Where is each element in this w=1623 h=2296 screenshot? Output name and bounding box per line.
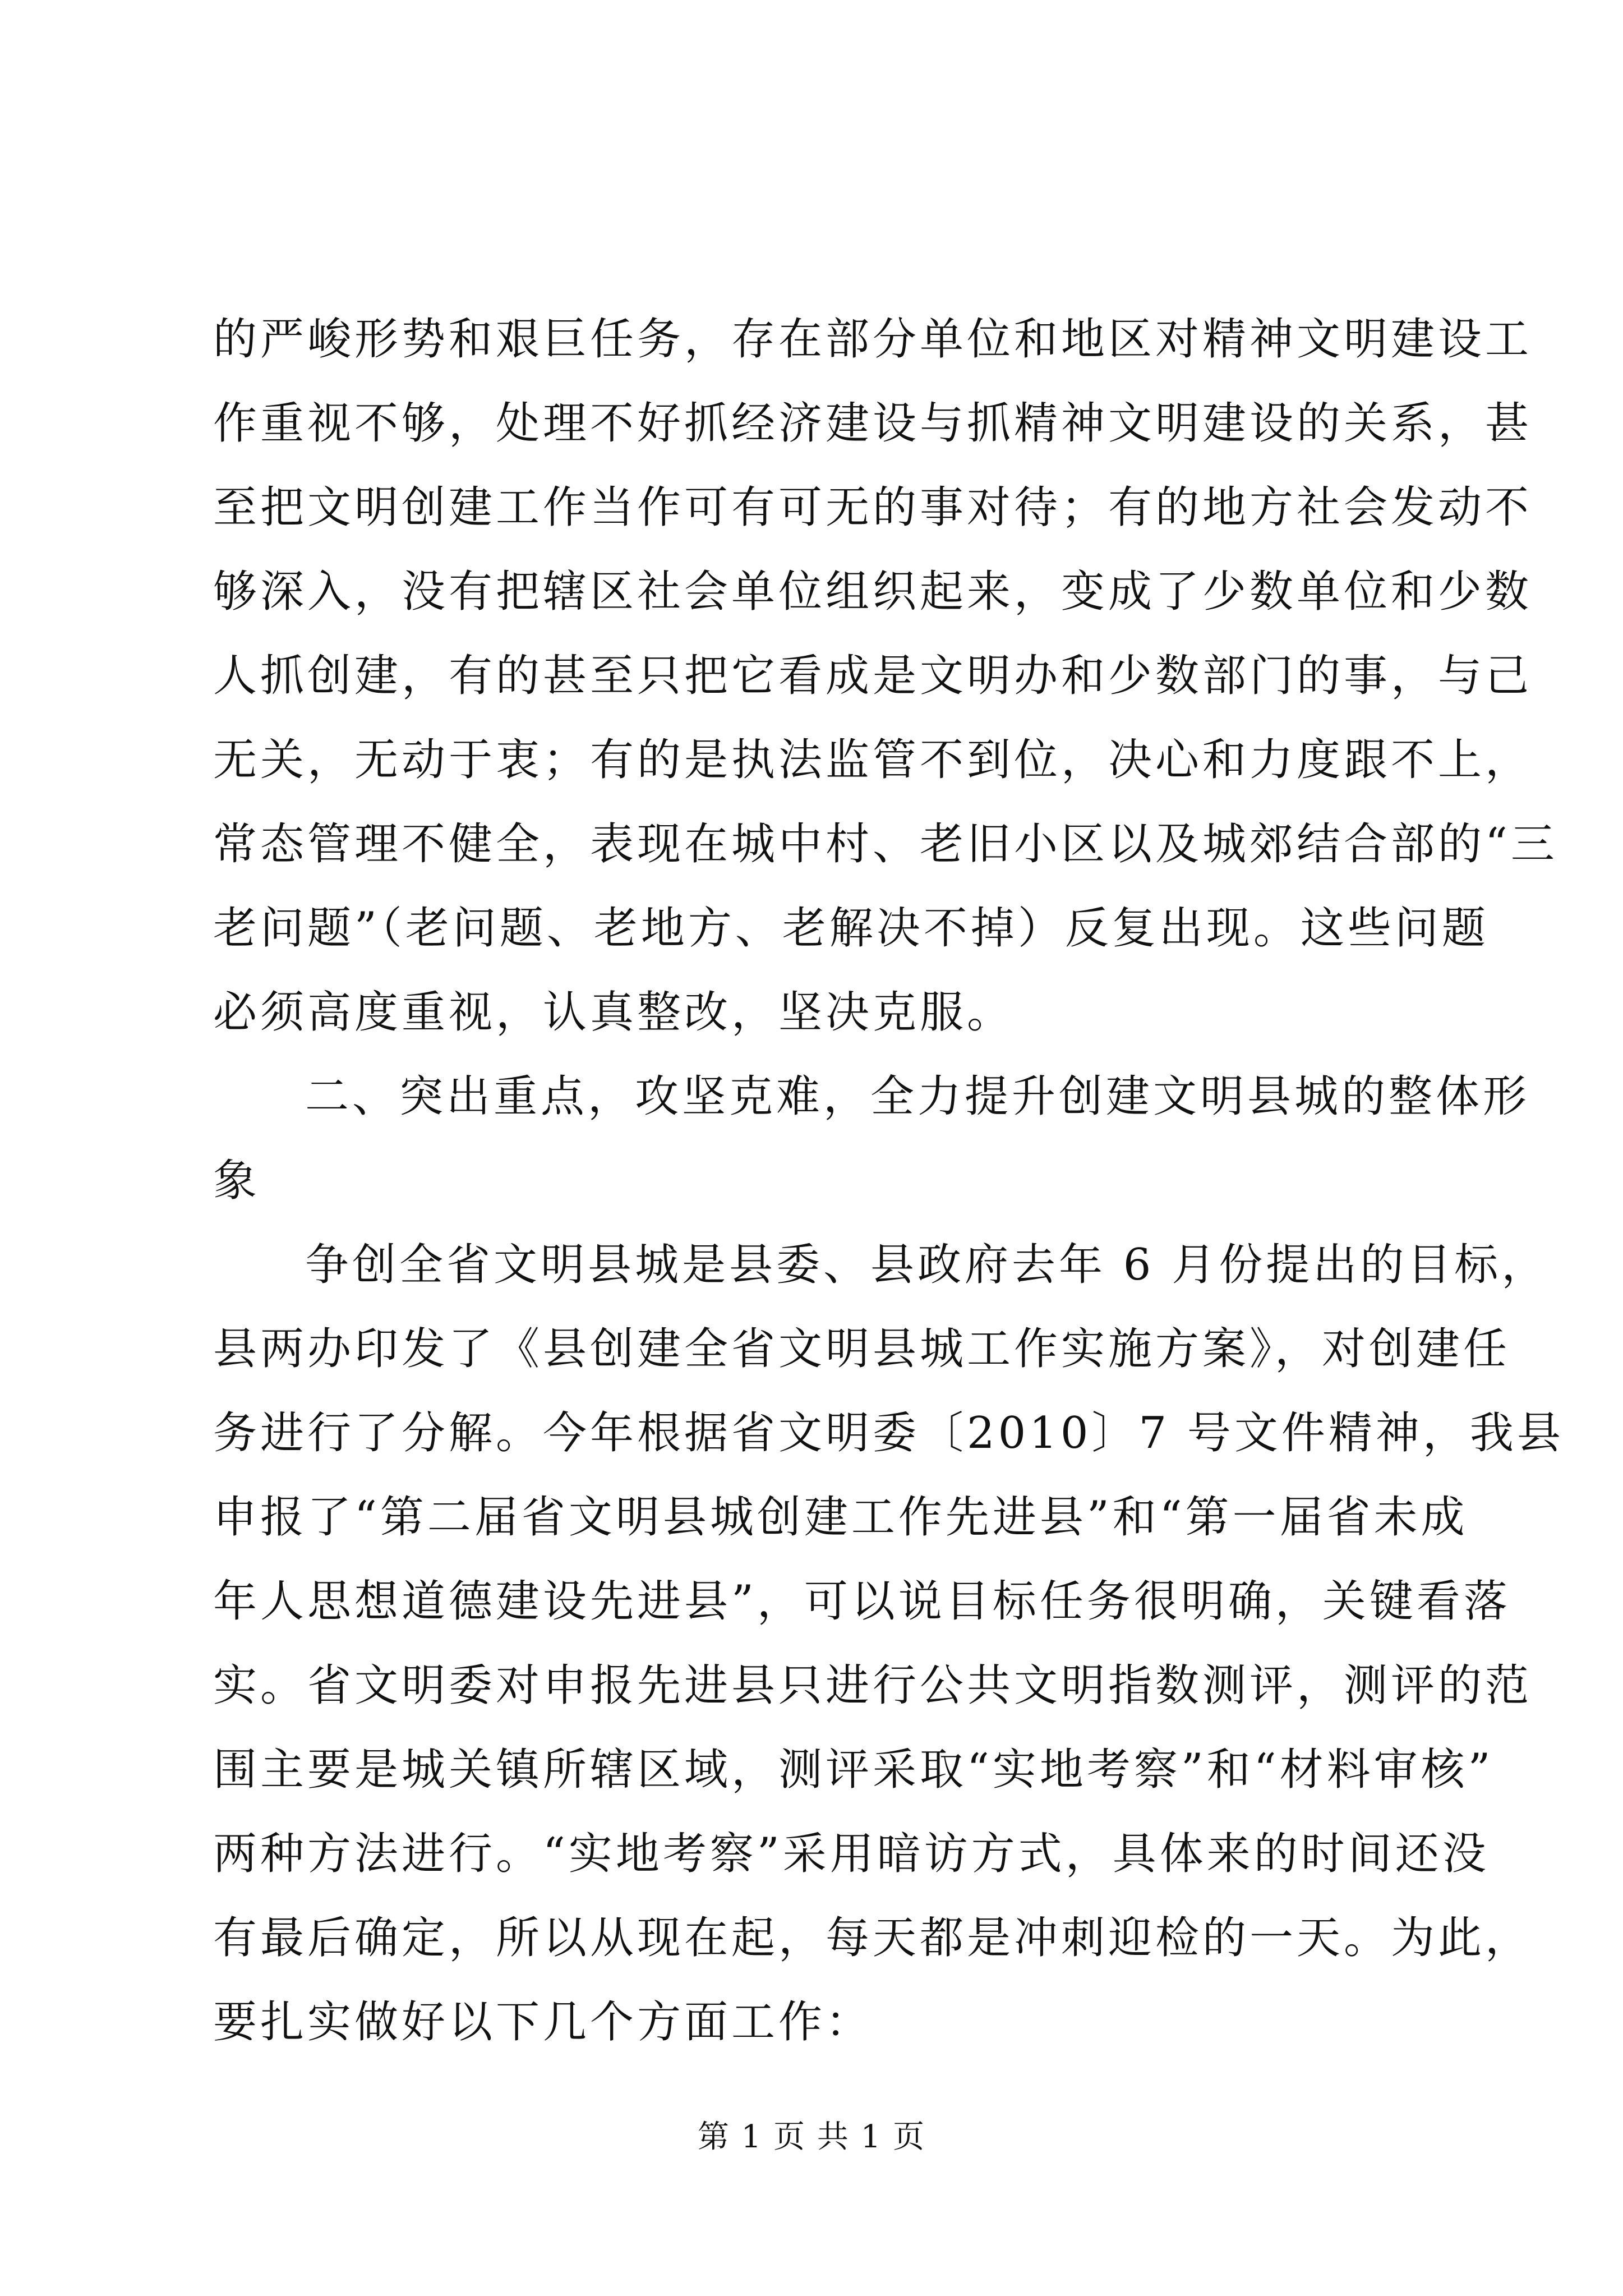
text-line: 人抓创建，有的甚至只把它看成是文明办和少数部门的事，与己: [213, 651, 1533, 701]
page-number-footer: 第 1 页 共 1 页: [697, 2119, 926, 2155]
text-line: 至把文明创建工作当作可有可无的事对待；有的地方社会发动不: [213, 482, 1533, 533]
paragraph-2: [213, 1223, 1564, 2064]
text-line: 争创全省文明县城是县委、县政府去年 6 月份提出的目标，: [305, 1240, 1549, 1290]
heading-line: 象: [213, 1156, 261, 1206]
text-line: 必须高度重视，认真整改，坚决克服。: [213, 987, 1015, 1038]
text-line: 够深入，没有把辖区社会单位组织起来，变成了少数单位和少数: [213, 567, 1533, 617]
text-line: 作重视不够，处理不好抓经济建设与抓精神文明建设的关系，甚: [213, 398, 1533, 449]
text-line: 有最后确定，所以从现在起，每天都是冲刺迎检的一天。为此，: [213, 1913, 1533, 1963]
text-line: 围主要是城关镇所辖区域，测评采取“实地考察”和“材料审核”: [213, 1745, 1494, 1795]
text-line: 老问题”（老问题、老地方、老解决不掉）反复出现。这些问题: [213, 903, 1489, 954]
text-line: 务进行了分解。今年根据省文明委〔2010〕7 号文件精神，我县: [213, 1408, 1564, 1458]
heading-line: 二、突出重点，攻坚克难，全力提升创建文明县城的整体形: [305, 1071, 1530, 1122]
text-line: 申报了“第二届省文明县城创建工作先进县”和“第一届省未成: [213, 1492, 1468, 1543]
text-line: 两种方法进行。“实地考察”采用暗访方式，具体来的时间还没: [213, 1829, 1490, 1879]
paragraph-1: [213, 297, 1558, 1055]
text-line: 的严峻形势和艰巨任务，存在部分单位和地区对精神文明建设工: [213, 314, 1533, 365]
text-line: 无关，无动于衷；有的是执法监管不到位，决心和力度跟不上，: [213, 735, 1533, 785]
text-line: 常态管理不健全，表现在城中村、老旧小区以及城郊结合部的“三: [213, 819, 1558, 869]
text-line: 要扎实做好以下几个方面工作：: [213, 1997, 873, 2047]
section-heading: [213, 1055, 1530, 1223]
text-line: 实。省文明委对申报先进县只进行公共文明指数测评，测评的范: [213, 1660, 1533, 1711]
text-line: 年人思想道德建设先进县”，可以说目标任务很明确，关键看落: [213, 1576, 1511, 1627]
document-body: [213, 297, 1564, 2064]
text-line: 县两办印发了《县创建全省文明县城工作实施方案》，对创建任: [213, 1324, 1511, 1374]
